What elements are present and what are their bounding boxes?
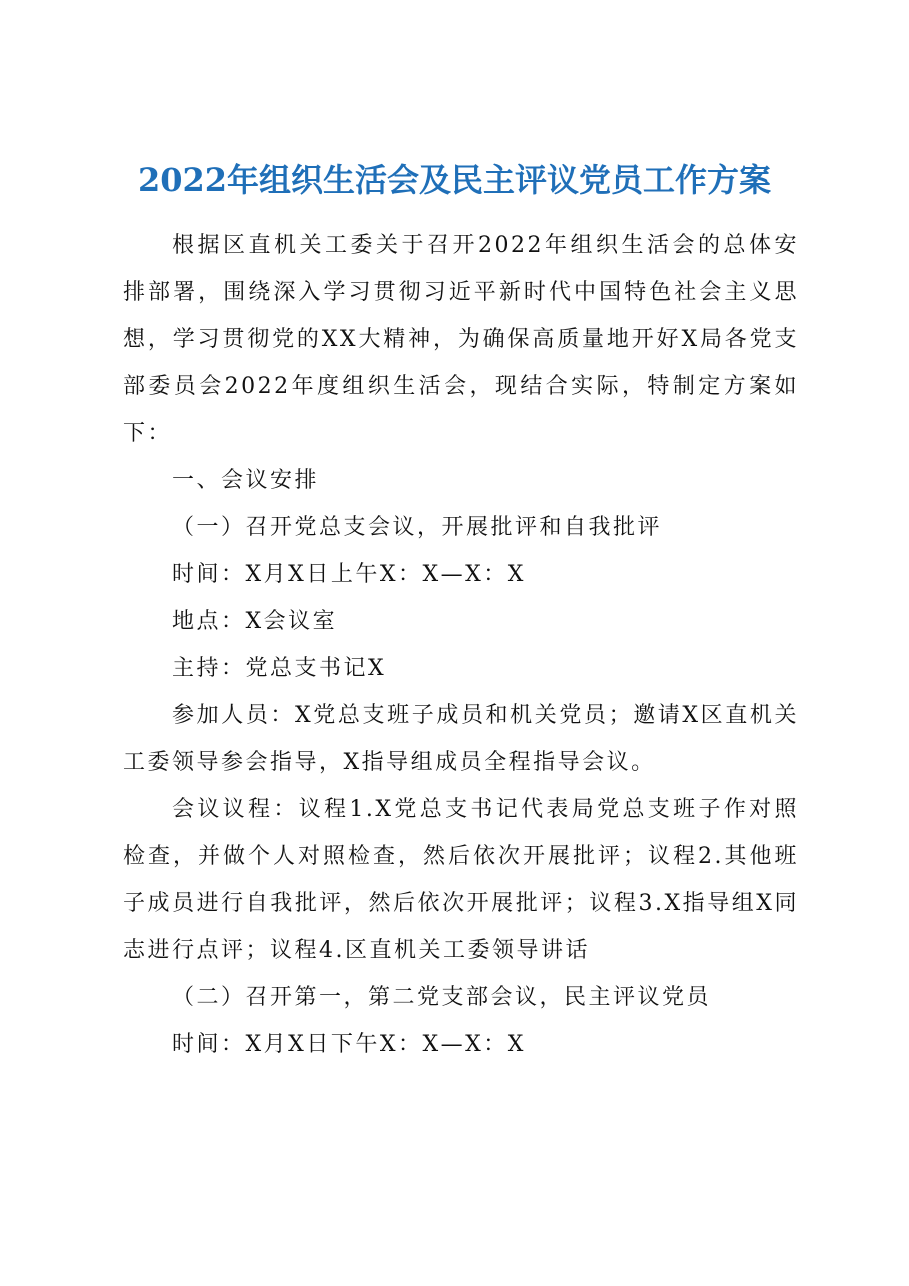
meeting-host: 主持：党总支书记X (172, 656, 387, 681)
subsection-heading-branch-meetings: （二）召开第一，第二党支部会议，民主评议党员 (172, 985, 712, 1010)
meeting-location: 地点：X会议室 (172, 609, 338, 634)
subsection-heading-general-branch-meeting: （一）召开党总支会议，开展批评和自我批评 (172, 515, 663, 540)
document-title: 2022年组织生活会及民主评议党员工作方案 (137, 161, 772, 199)
meeting-participants: 参加人员：X党总支班子成员和机关党员；邀请X区直机关工委领导参会指导，X指导组成员全程指导会议。 (123, 703, 799, 775)
paragraph-intro: 根据区直机关工委关于召开2022年组织生活会的总体安排部署，围绕深入学习贯彻习近平新时代中国特色社会主义思想，学习贯彻党的XX大精神，为确保高质量地开好X局各党支部委员会2022年度组织生活会，现结合实际，特制定方案如下： (123, 233, 799, 446)
meeting-agenda: 会议议程：议程1.X党总支书记代表局党总支班子作对照检查，并做个人对照检查，然后依次开展批评；议程2.其他班子成员进行自我批评，然后依次开展批评；议程3.X指导组X同志进行点评；议程4.区直机关工委领导讲话 (123, 797, 799, 963)
section-heading-meeting-arrangement: 一、会议安排 (172, 468, 320, 493)
document-body (123, 222, 799, 1068)
meeting-time: 时间：X月X日上午X：X—X：X (172, 562, 526, 587)
meeting-time-second: 时间：X月X日下午X：X—X：X (172, 1032, 526, 1057)
